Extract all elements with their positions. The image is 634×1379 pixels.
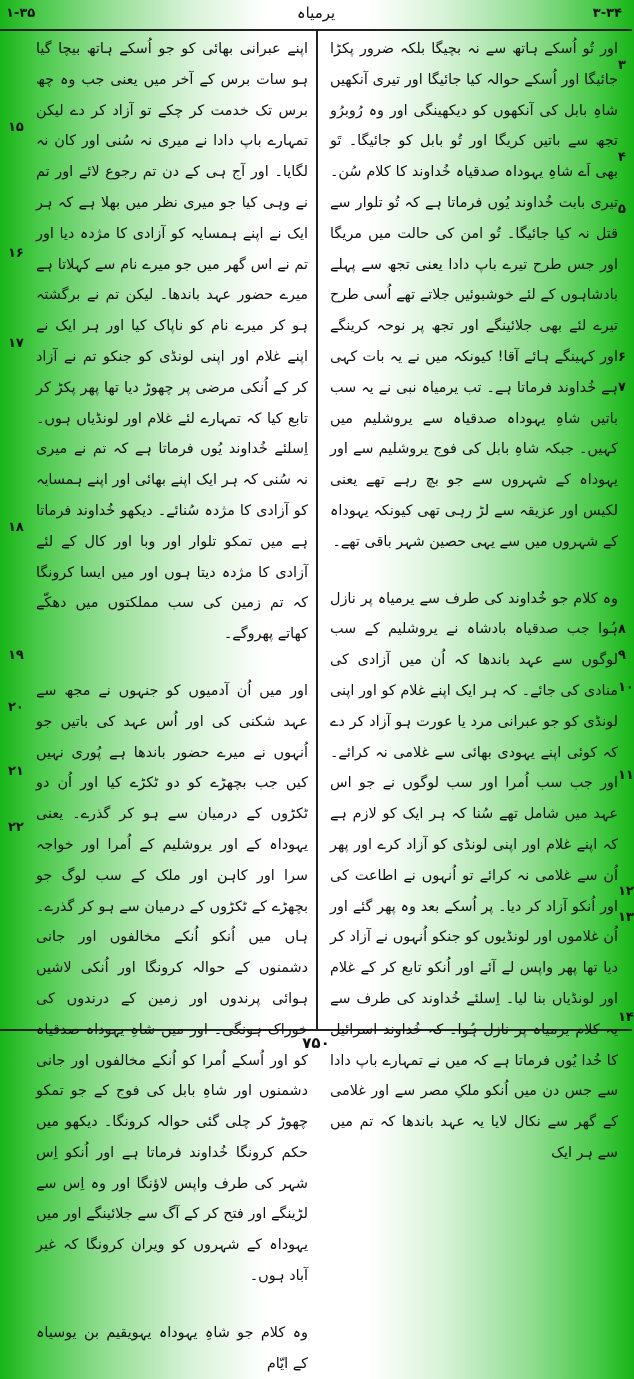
verse-number: ۷ xyxy=(618,380,626,395)
paragraph: اور تُو اُسکے ہاتھ سے نہ بچیگا بلکہ ضرور پکڑا جائیگا اور اُسکے حوالہ کیا جائیگا اور تیری آنکھیں شاہِ بابل کی آنکھوں کو دیکھینگی اور وہ رُوبرُو تجھ سے باتیں کریگا اور تُو بابل کو جائیگا۔ تَو بھی اَے شاہِ یہوداہ صدقیاہ خُداوند کا کلام سُن۔ تیری بابت خُداوند یُوں فرماتا ہے کہ تُو تلوار سے قتل نہ کیا جائیگا۔ تُو امن کی حالت میں مریگا اور جس طرح تیرے باپ دادا یعنی تجھ سے پہلے بادشاہوں کے لئے خوشبوئیں جلاتے تھے اُسی طرح تیرے لئے بھی جلائینگے اور تجھ پر نوحہ کرینگے اور کہینگے ہائے آقا! کیونکہ میں نے یہ بات کہی ہے خُداوند فرماتا ہے۔ تب یرمیاہ نبی نے یہ سب باتیں شاہِ یہوداہ صدقیاہ سے یروشلیم میں کہیں۔ جبکہ شاہِ بابل کی فوج یروشلیم سے اور یہوداہ کے شہروں سے جو بچ رہے تھے یعنی لکیس اور عزیقہ سے لڑ رہی تھی کیونکہ یہوداہ کے شہروں میں سے یہی حصین شہر باقی تھے۔ xyxy=(330,41,618,550)
verse-number: ۲۱ xyxy=(8,764,24,779)
verse-number: ۶ xyxy=(618,350,626,365)
verse-number: ۲۲ xyxy=(8,820,24,835)
verse-number: ۱۵ xyxy=(8,120,24,135)
verse-number: ۱۷ xyxy=(8,336,24,351)
verse-number: ۱۳ xyxy=(618,910,634,925)
paragraph: اور میں اُن آدمیوں کو جنہوں نے مجھ سے عہد شکنی کی اور اُس عہد کی باتیں جو اُنہوں نے میرے حضور باندھا ہے پُوری نہیں کیں جب بچھڑے کو دو ٹکڑے کیا اور اُن دو ٹکڑوں کے درمیان سے ہو کر گذرے۔ یعنی یہوداہ کے اور یروشلیم کے اُمرا اور خواجہ سرا اور کاہن اور ملک کے سب لوگ جو بچھڑے کے ٹکڑوں کے درمیان سے ہو کر گذرے۔ ہاں میں اُنکو اُنکے مخالفوں اور جانی دشمنوں کے حوالہ کرونگا اور اُنکی لاشیں ہوائی پرندوں اور زمین کے درندوں کی خوراک ہونگی۔ اور میں شاہِ یہوداہ صدقیاہ کو اور اُسکے اُمرا کو اُنکے مخالفوں اور جانی دشمنوں اور شاہِ بابل کی فوج کے جو تمکو چھوڑ کر چلی گئی حوالہ کرونگا۔ دیکھو میں حکم کرونگا خُداوند فرماتا ہے اور اُنکو اِس شہر کی طرف واپس لاؤنگا اور وہ اِس سے لڑینگے اور فتح کر کے آگ سے جلائینگے اور میں یہوداہ کے شہروں کو ویران کرونگا کہ غیر آباد ہوں۔ xyxy=(36,682,308,1285)
left-text-column xyxy=(36,34,308,1372)
verse-number: ۱۲ xyxy=(618,884,634,899)
verse-number: ۳ xyxy=(618,58,626,73)
paragraph: وہ کلام جو خُداوند کی طرف سے یرمیاہ پر نازل ہُوا جب صدقیاہ بادشاہ نے یروشلیم کے سب لوگوں سے عہد باندھا کہ اُن میں آزادی کی منادی کی جائے۔ کہ ہر ایک اپنے غلام کو اور اپنی لونڈی کو جو عبرانی مرد یا عورت ہو آزاد کر دے کہ کوئی اپنے یہودی بھائی سے غلامی نہ کرائے۔ اور جب سب اُمرا اور سب لوگوں نے جو اس عہد میں شامل تھے سُنا کہ ہر ایک کو لازم ہے کہ اپنے غلام اور اپنی لونڈی کو آزاد کرے اور پھر اُن سے غلامی نہ کرائے تو اُنہوں نے اطاعت کی اور اُنکو آزاد کر دیا۔ پر اُسکے بعد وہ پھر گئے اور اُن غلاموں اور لونڈیوں کو جنکو اُنہوں نے آزاد کر دیا تھا پھر واپس لے آئے اور اُنکو تابع کر کے غلام اور لونڈیاں بنا لیا۔ اِسلئے خُداوند کی طرف سے یہ کلام یرمیاہ پر نازل ہُوا۔ کہ خُداوند اسرائیل کا خُدا یُوں فرماتا ہے کہ میں نے تمہارے باپ دادا سے جس دن میں اُنکو ملکِ مصر سے اور غلامی کے گھر سے نکال لایا یہ عہد باندھا کہ تم میں سے ہر ایک xyxy=(330,590,618,1161)
paragraph: وہ کلام جو شاہِ یہوداہ یہویقیم بن یوسیاہ کے ایّام xyxy=(36,1324,308,1372)
verse-number: ۱۰ xyxy=(618,680,634,695)
column-divider xyxy=(316,31,318,1029)
verse-number: ۸ xyxy=(618,622,626,637)
verse-number: ۲۰ xyxy=(8,700,24,715)
verse-number: ۱۱ xyxy=(618,768,634,783)
chapter-reference-left: ۱-۳۵ xyxy=(6,6,36,21)
verse-number: ۵ xyxy=(618,202,626,217)
verse-number: ۴ xyxy=(618,150,626,165)
chapter-reference-right: ۳-۳۴ xyxy=(592,6,622,21)
verse-number: ۱۹ xyxy=(8,648,24,663)
paragraph: اپنے عبرانی بھائی کو جو اُسکے ہاتھ بیچا گیا ہو سات برس کے آخر میں یعنی جب وہ چھ برس تک خدمت کر چکے تو آزاد کر دے لیکن تمہارے باپ دادا نے میری نہ سُنی اور کان نہ لگایا۔ اور آج ہی کے دن تم رجوع لائے اور تم نے وہی کیا جو میری نظر میں بھلا ہے کہ ہر ایک نے اپنے ہمسایہ کو آزادی کا مژدہ دیا اور تم نے اس گھر میں جو میرے نام سے کہلاتا ہے میرے حضور عہد باندھا۔ لیکن تم نے برگشتہ ہو کر میرے نام کو ناپاک کیا اور ہر ایک نے اپنے غلام اور اپنی لونڈی کو جنکو تم نے آزاد کر کے اُنکی مرضی پر چھوڑ دیا تھا پھر پکڑ کر تابع کیا کہ تمہارے لئے غلام اور لونڈیاں ہوں۔ اِسلئے خُداوند یُوں فرماتا ہے کہ تم نے میری نہ سُنی کہ ہر ایک اپنے بھائی اور اپنے ہمسایہ کو آزادی کا مژدہ سُنائے۔ دیکھو خُداوند فرماتا ہے میں تمکو تلوار اور وبا اور کال کے لئے آزادی کا مژدہ دیتا ہوں اور میں ایسا کرونگا کہ تم زمین کی سب مملکتوں میں دھکّے کھاتے پھروگے۔ xyxy=(36,41,308,643)
right-text-column xyxy=(330,34,618,1161)
verse-number: ۱۴ xyxy=(618,1010,634,1025)
page-header xyxy=(0,0,632,30)
page-number: ۷۵۰ xyxy=(302,1034,330,1052)
book-title: یرمیاہ xyxy=(296,4,336,22)
verse-number: ۱۸ xyxy=(8,520,24,535)
verse-number: ۹ xyxy=(618,648,626,663)
verse-number: ۱۶ xyxy=(8,246,24,261)
